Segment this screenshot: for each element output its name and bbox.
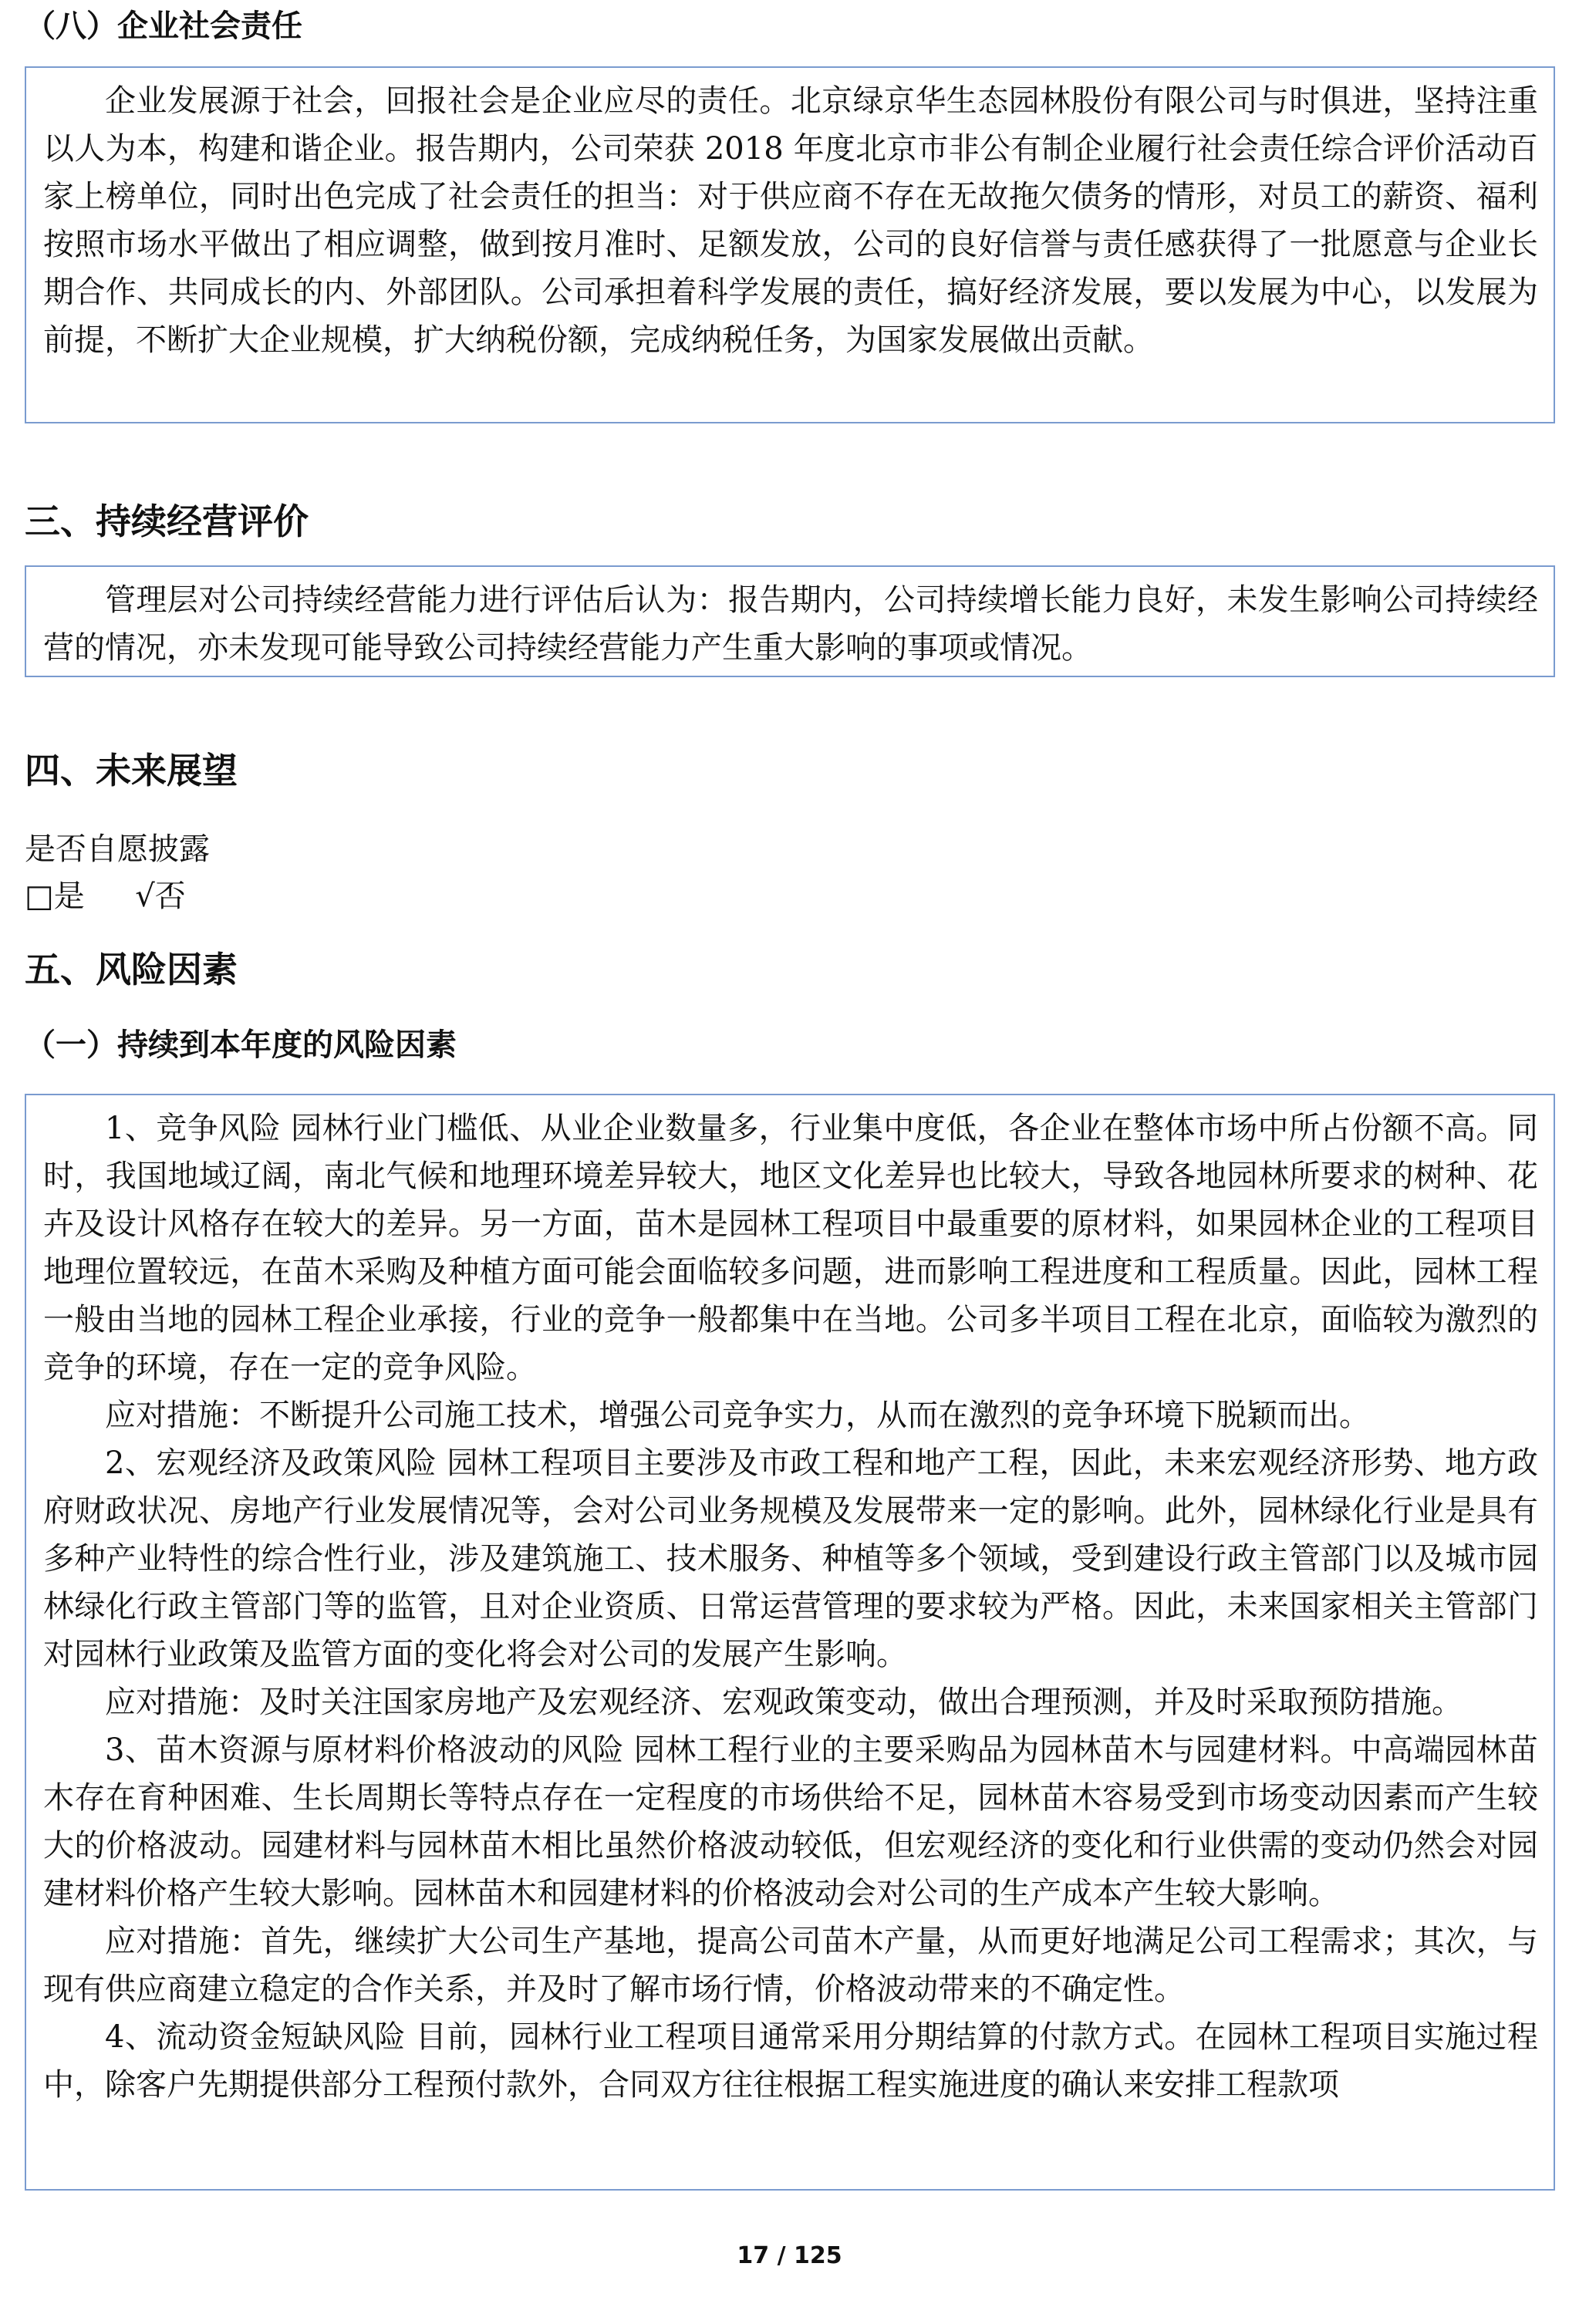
section-heading-outlook: 四、未来展望	[25, 750, 238, 791]
section-heading-going-concern: 三、持续经营评价	[25, 501, 309, 542]
option-yes-checkbox: □是	[25, 879, 85, 914]
page-number: 17 / 125	[737, 2242, 842, 2269]
subsection-heading-ongoing-risks: （一）持续到本年度的风险因素	[25, 1027, 457, 1063]
risk-paragraph-competition-measures: 应对措施：不断提升公司施工技术，增强公司竞争实力，从而在激烈的竞争环境下脱颖而出。	[105, 1398, 1370, 1433]
risk-paragraph-competition: 1、竞争风险 园林行业门槛低、从业企业数量多，行业集中度低，各企业在整体市场中所占份额不高。同时，我国地域辽阔，南北气候和地理环境差异较大，地区文化差异也比较大，导致各地园林所要求的树种、花卉及设计风格存在较大的差异。另一方面，苗木是园林工程项目中最重要的原材料，如果园林企业的工程项目地理位置较远，在苗木采购及种植方面可能会面临较多问题，进而影响工程进度和工程质量。因此，园林工程一般由当地的园林工程企业承接，行业的竞争一般都集中在当地。公司多半项目工程在北京，面临较为激烈的竞争的环境，存在一定的竞争风险。	[43, 1111, 1538, 1385]
voluntary-disclosure-options	[25, 873, 186, 919]
going-concern-paragraph: 管理层对公司持续经营能力进行评估后认为：报告期内，公司持续增长能力良好，未发生影响公司持续经营的情况，亦未发现可能导致公司持续经营能力产生重大影响的事项或情况。	[43, 582, 1538, 666]
risk-paragraph-macro-policy: 2、宏观经济及政策风险 园林工程项目主要涉及市政工程和地产工程，因此，未来宏观经济形势、地方政府财政状况、房地产行业发展情况等，会对公司业务规模及发展带来一定的影响。此外，园林绿化行业是具有多种产业特性的综合性行业，涉及建筑施工、技术服务、种植等多个领域，受到建设行政主管部门以及城市园林绿化行政主管部门等的监管，且对企业资质、日常运营管理的要求较为严格。因此，未来国家相关主管部门对园林行业政策及监管方面的变化将会对公司的发展产生影响。	[43, 1445, 1538, 1672]
voluntary-disclosure-question: 是否自愿披露	[25, 831, 210, 867]
section-heading-risk-factors: 五、风险因素	[25, 949, 238, 990]
risk-paragraph-seedling-price: 3、苗木资源与原材料价格波动的风险 园林工程行业的主要采购品为园林苗木与园建材料。中高端园林苗木存在育种困难、生长周期长等特点存在一定程度的市场供给不足，园林苗木容易受到市场变动因素而产生较大的价格波动。园建材料与园林苗木相比虽然价格波动较低，但宏观经济的变化和行业供需的变动仍然会对园建材料价格产生较大影响。园林苗木和园建材料的价格波动会对公司的生产成本产生较大影响。	[43, 1732, 1538, 1911]
risk-paragraph-liquidity: 4、流动资金短缺风险 目前，园林行业工程项目通常采用分期结算的付款方式。在园林工程项目实施过程中，除客户先期提供部分工程预付款外，合同双方往往根据工程实施进度的确认来安排工程款项	[43, 2019, 1538, 2103]
risk-factors-text-box	[25, 1094, 1555, 2191]
risk-paragraph-seedling-price-measures: 应对措施：首先，继续扩大公司生产基地，提高公司苗木产量，从而更好地满足公司工程需求；其次，与现有供应商建立稳定的合作关系，并及时了解市场行情，价格波动带来的不确定性。	[43, 1924, 1538, 2007]
option-no-checkbox: √否	[135, 879, 186, 914]
risk-paragraph-macro-policy-measures: 应对措施：及时关注国家房地产及宏观经济、宏观政策变动，做出合理预测，并及时采取预防措施。	[105, 1685, 1463, 1720]
section-heading-csr: （八）企业社会责任	[25, 8, 302, 44]
going-concern-text-box	[25, 565, 1555, 677]
csr-text-box	[25, 66, 1555, 423]
csr-paragraph: 企业发展源于社会，回报社会是企业应尽的责任。北京绿京华生态园林股份有限公司与时俱进，坚持注重以人为本，构建和谐企业。报告期内，公司荣获 2018 年度北京市非公有制企业履行社会责任综合评价活动百家上榜单位，同时出色完成了社会责任的担当：对于供应商不存在无故拖欠债务的情形，对员工的薪资、福利按照市场水平做出了相应调整，做到按月准时、足额发放，公司的良好信誉与责任感获得了一批愿意与企业长期合作、共同成长的内、外部团队。公司承担着科学发展的责任，搞好经济发展，要以发展为中心，以发展为前提，不断扩大企业规模，扩大纳税份额，完成纳税任务，为国家发展做出贡献。	[43, 83, 1538, 358]
